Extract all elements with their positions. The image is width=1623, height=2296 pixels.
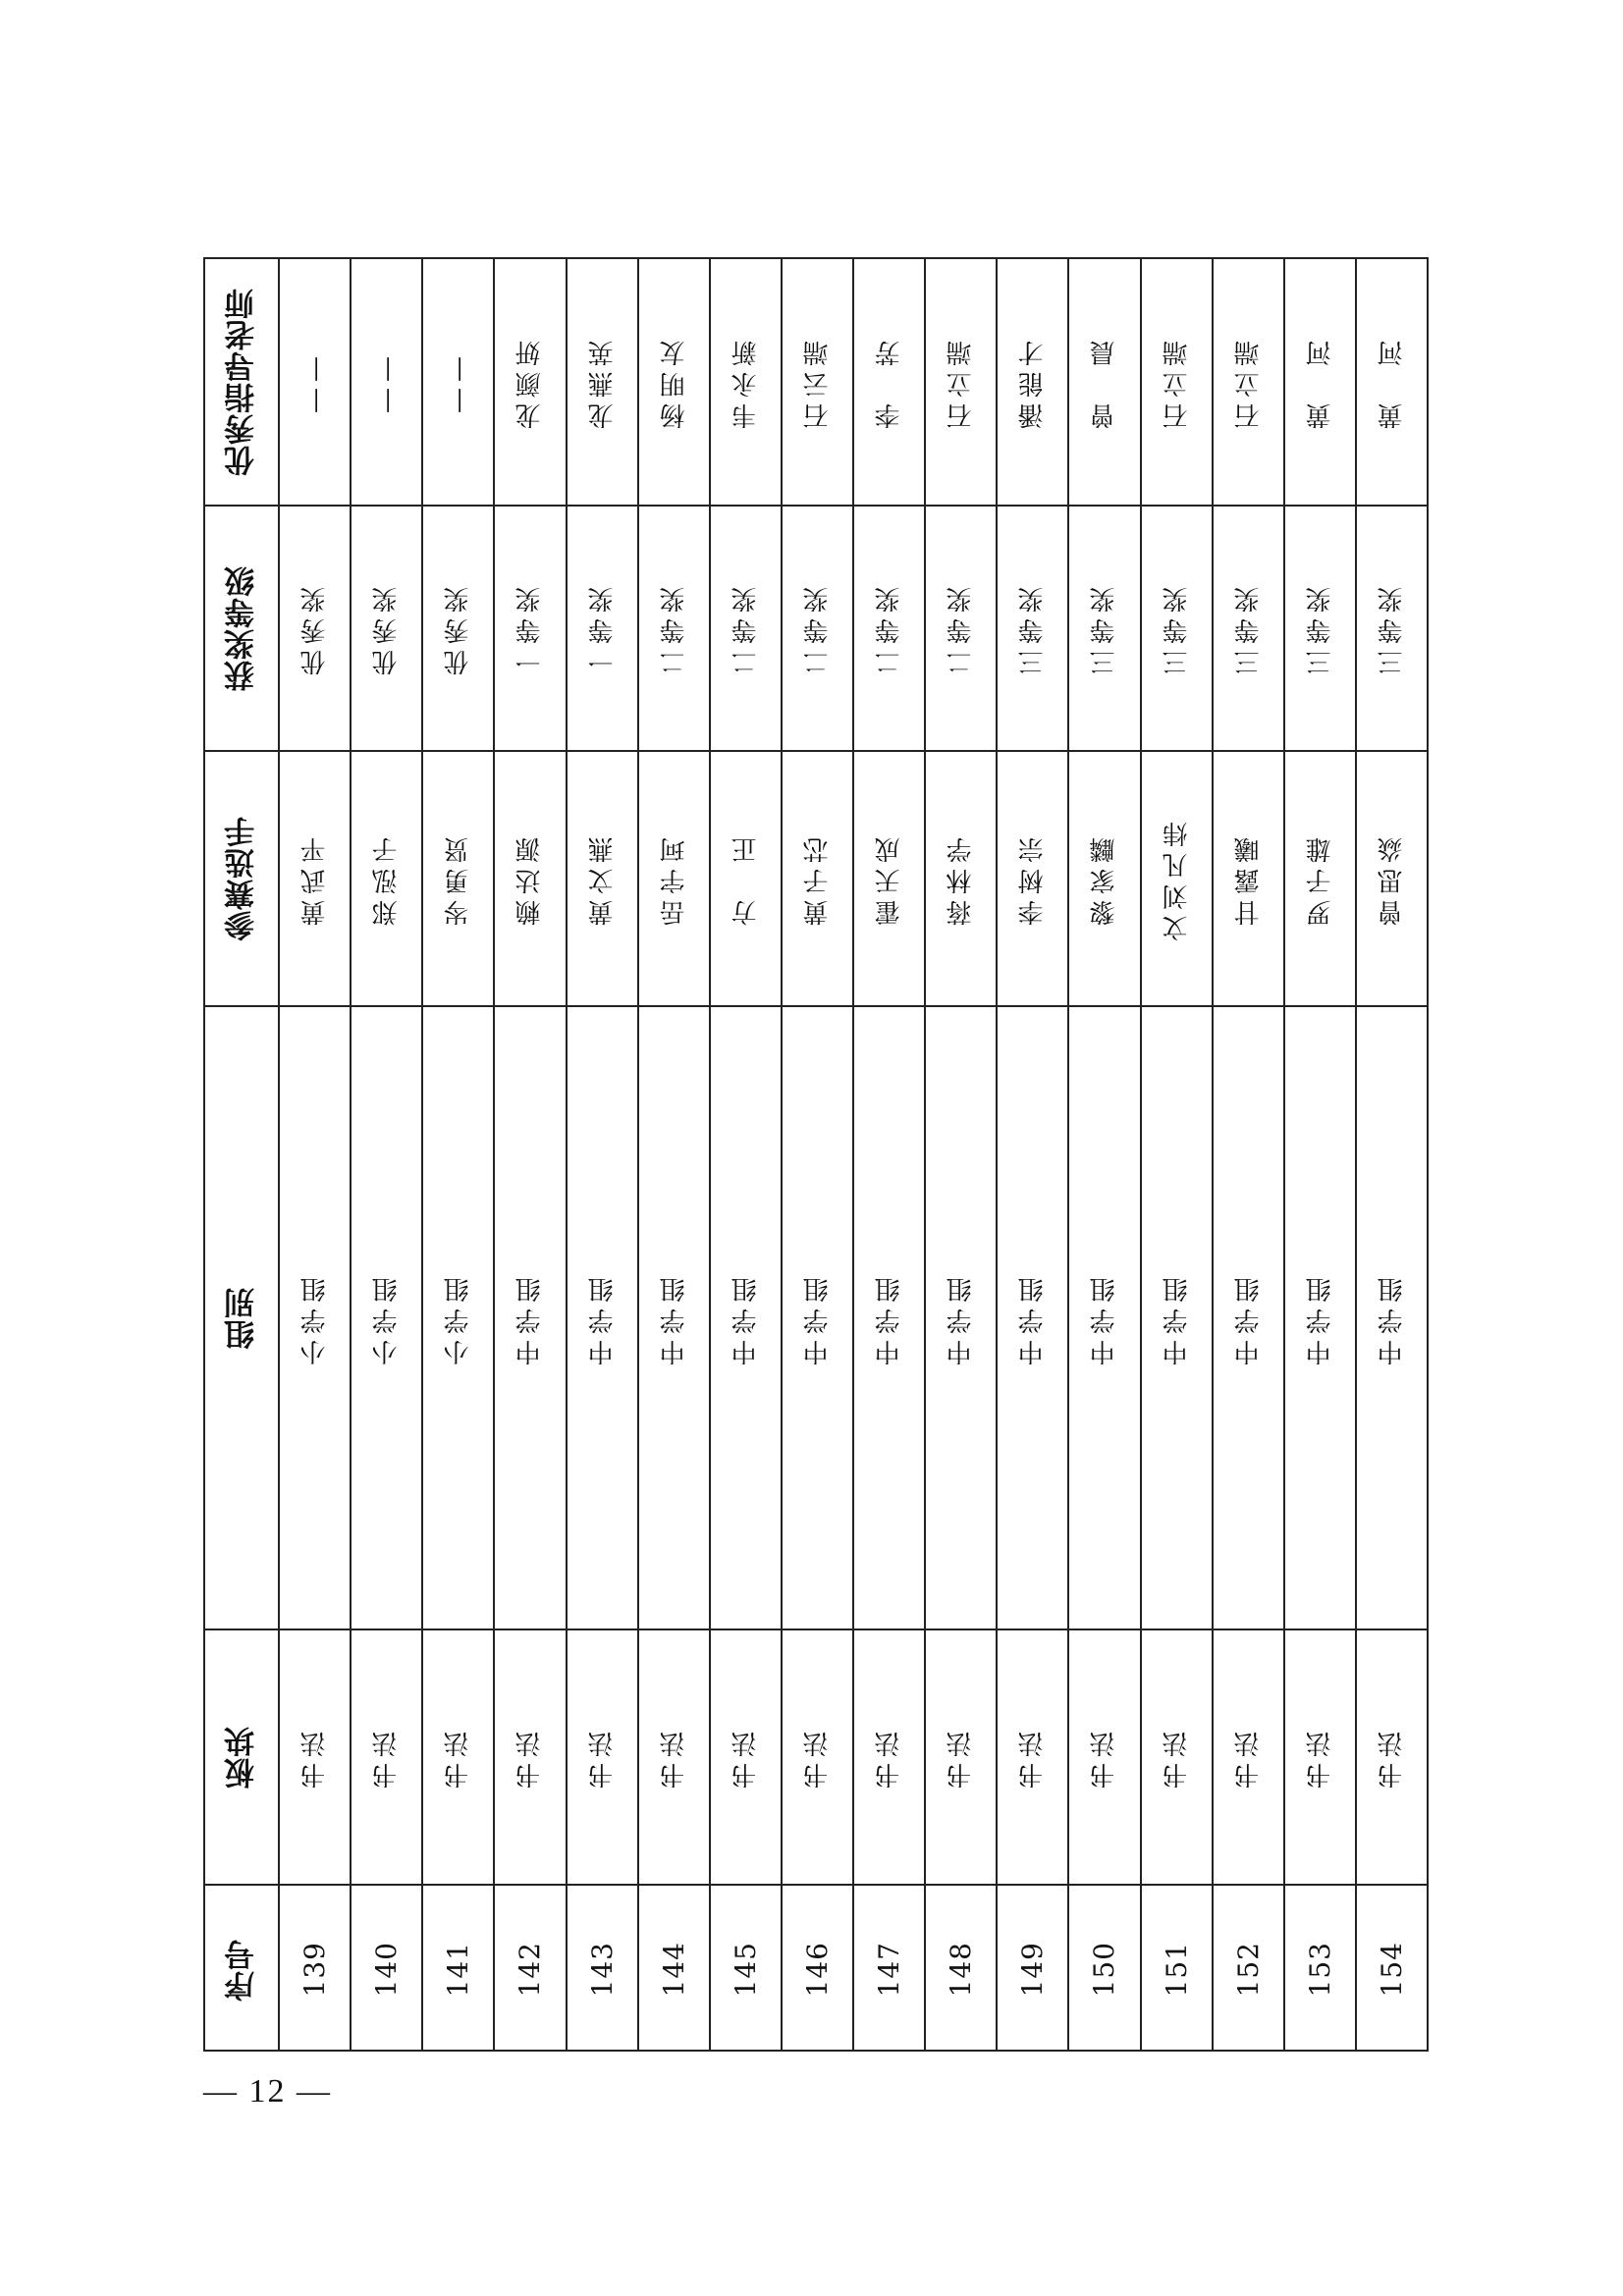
award-cell: 二等奖 [783, 505, 852, 750]
table-row [637, 259, 709, 2050]
name-cell: 郑泓子 [352, 750, 421, 1005]
section-cell: 书法 [495, 1629, 565, 1884]
teacher-cell: —— [299, 350, 330, 413]
group-cell: 中学组 [1069, 1005, 1139, 1629]
section-cell: 书法 [280, 1629, 350, 1884]
seq-cell: 148 [926, 1884, 996, 2054]
award-cell: 优秀奖 [280, 505, 350, 750]
seq-cell: 153 [1285, 1884, 1355, 2054]
section-cell: 书法 [423, 1629, 493, 1884]
section-cell: 书法 [711, 1629, 781, 1884]
award-cell: 一等奖 [568, 505, 637, 750]
group-cell: 中学组 [639, 1005, 709, 1629]
group-cell: 中学组 [854, 1005, 924, 1629]
seq-cell: 152 [1214, 1884, 1283, 2054]
group-cell: 小学组 [280, 1005, 350, 1629]
table-row [781, 259, 852, 2050]
header-section: 板块 [205, 1629, 278, 1884]
group-cell: 中学组 [1214, 1005, 1283, 1629]
header-name: 参赛选手 [205, 750, 278, 1005]
results-table [203, 257, 1429, 2052]
teacher-cell: 潘能才 [1018, 335, 1049, 429]
table-row [566, 259, 637, 2050]
award-cell: 二等奖 [639, 505, 709, 750]
section-cell: 书法 [352, 1629, 421, 1884]
seq-cell: 143 [568, 1884, 637, 2054]
name-cell: 黄武平 [280, 750, 350, 1005]
table-row [493, 259, 565, 2050]
section-cell: 书法 [1357, 1629, 1427, 1884]
seq-cell: 140 [352, 1884, 421, 2054]
award-cell: 优秀奖 [352, 505, 421, 750]
teacher-cell: 石立端 [1162, 335, 1192, 429]
header-award: 获奖等级 [205, 505, 278, 750]
name-cell: 曾思焱 [1357, 750, 1427, 1005]
seq-cell: 146 [783, 1884, 852, 2054]
seq-cell: 150 [1069, 1884, 1139, 2054]
teacher-cell: 李 芳 [875, 335, 905, 429]
group-cell: 中学组 [998, 1005, 1067, 1629]
name-cell: 甘露曦 [1214, 750, 1283, 1005]
seq-cell: 145 [711, 1884, 781, 2054]
teacher-cell: 石云端 [802, 335, 833, 429]
teacher-cell: 韦永新 [730, 335, 761, 429]
seq-cell: 141 [423, 1884, 493, 2054]
teacher-cell: 龙燕英 [587, 335, 618, 429]
name-cell: 霍天成 [854, 750, 924, 1005]
table-row [278, 259, 350, 2050]
teacher-cell: 石立端 [947, 335, 977, 429]
teacher-cell: 黄 河 [1377, 335, 1407, 429]
section-cell: 书法 [1214, 1629, 1283, 1884]
teacher-cell: 曾 晨 [1090, 335, 1120, 429]
teacher-cell: 杨明友 [659, 335, 689, 429]
section-cell: 书法 [1069, 1629, 1139, 1884]
group-cell: 中学组 [1285, 1005, 1355, 1629]
award-cell: 二等奖 [926, 505, 996, 750]
teacher-cell: —— [371, 350, 402, 413]
section-cell: 书法 [1142, 1629, 1212, 1884]
name-cell: 岳宇珂 [639, 750, 709, 1005]
name-cell: 赖达源 [495, 750, 565, 1005]
teacher-cell: 龙颜妍 [515, 335, 546, 429]
table-row [852, 259, 924, 2050]
seq-cell: 139 [280, 1884, 350, 2054]
award-cell: 三等奖 [1214, 505, 1283, 750]
section-cell: 书法 [639, 1629, 709, 1884]
teacher-cell: 黄 河 [1305, 335, 1335, 429]
name-cell: 方 正 [711, 750, 781, 1005]
name-cell: 黄子芯 [783, 750, 852, 1005]
table-row [421, 259, 493, 2050]
award-cell: 优秀奖 [423, 505, 493, 750]
name-cell: 文刘凡炜 [1142, 750, 1212, 1005]
name-cell: 李树宗 [998, 750, 1067, 1005]
seq-cell: 144 [639, 1884, 709, 2054]
name-cell: 岑勇贤 [423, 750, 493, 1005]
group-cell: 中学组 [1142, 1005, 1212, 1629]
table-row [1212, 259, 1283, 2050]
section-cell: 书法 [854, 1629, 924, 1884]
group-cell: 中学组 [1357, 1005, 1427, 1629]
seq-cell: 151 [1142, 1884, 1212, 2054]
section-cell: 书法 [926, 1629, 996, 1884]
group-cell: 中学组 [711, 1005, 781, 1629]
award-cell: 三等奖 [1285, 505, 1355, 750]
section-cell: 书法 [998, 1629, 1067, 1884]
award-cell: 三等奖 [1357, 505, 1427, 750]
award-cell: 三等奖 [998, 505, 1067, 750]
table-row [924, 259, 996, 2050]
table-row [1283, 259, 1355, 2050]
group-cell: 小学组 [352, 1005, 421, 1629]
award-cell: 二等奖 [854, 505, 924, 750]
name-cell: 黎家麟 [1069, 750, 1139, 1005]
seq-cell: 149 [998, 1884, 1067, 2054]
seq-cell: 154 [1357, 1884, 1427, 2054]
name-cell: 黄文燕 [568, 750, 637, 1005]
table-row [1140, 259, 1212, 2050]
section-cell: 书法 [1285, 1629, 1355, 1884]
section-cell: 书法 [568, 1629, 637, 1884]
group-cell: 中学组 [495, 1005, 565, 1629]
group-cell: 中学组 [926, 1005, 996, 1629]
header-teacher: 优秀指导老师 [224, 288, 260, 476]
group-cell: 中学组 [783, 1005, 852, 1629]
table-row [350, 259, 421, 2050]
table-row [709, 259, 781, 2050]
award-cell: 一等奖 [495, 505, 565, 750]
header-group: 组别 [205, 1005, 278, 1629]
group-cell: 中学组 [568, 1005, 637, 1629]
section-cell: 书法 [783, 1629, 852, 1884]
teacher-cell: 石立端 [1233, 335, 1264, 429]
award-cell: 三等奖 [1069, 505, 1139, 750]
name-cell: 罗子雄 [1285, 750, 1355, 1005]
header-column [205, 259, 278, 2050]
award-cell: 三等奖 [1142, 505, 1212, 750]
seq-cell: 147 [854, 1884, 924, 2054]
name-cell: 蒋林学 [926, 750, 996, 1005]
page-number: — 12 — [203, 2073, 332, 2109]
seq-cell: 142 [495, 1884, 565, 2054]
group-cell: 小学组 [423, 1005, 493, 1629]
header-seq: 序号 [205, 1884, 278, 2054]
table-row [1355, 259, 1427, 2050]
table-row [996, 259, 1067, 2050]
table-row [1067, 259, 1139, 2050]
award-cell: 二等奖 [711, 505, 781, 750]
teacher-cell: —— [443, 350, 473, 413]
